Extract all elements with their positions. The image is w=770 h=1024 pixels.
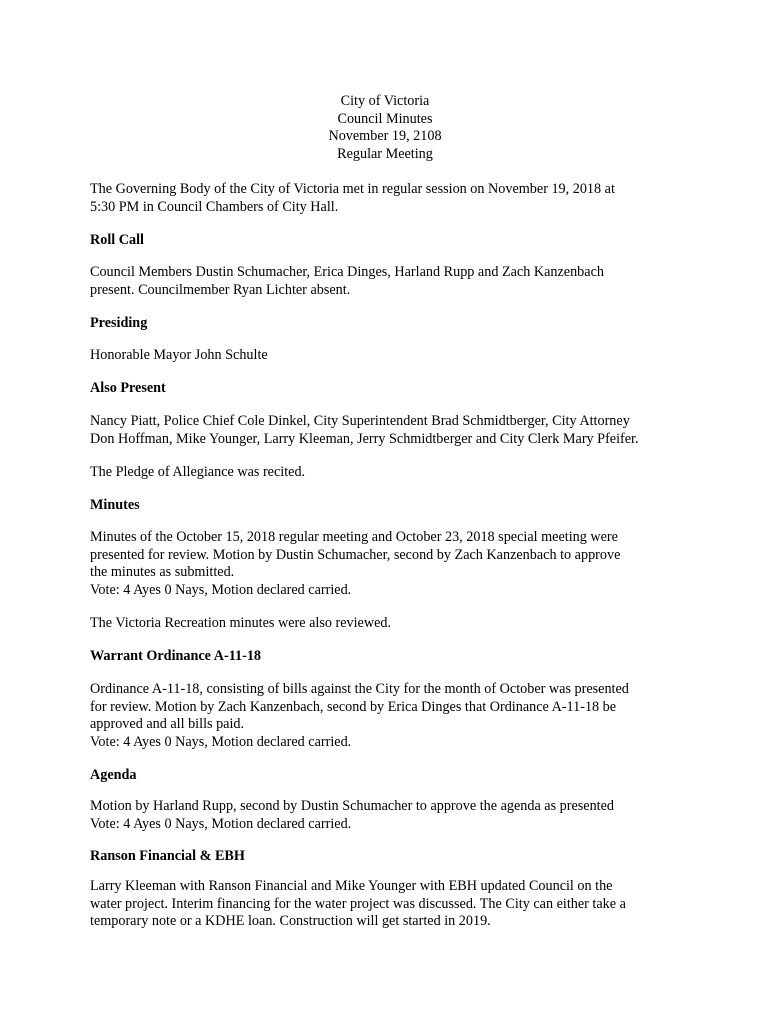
- also-present-line: Nancy Piatt, Police Chief Cole Dinkel, City Superintendent Brad Schmidtberger, City Attorney: [90, 413, 630, 429]
- minutes-line: presented for review. Motion by Dustin Schumacher, second by Zach Kanzenbach to approve: [90, 546, 621, 563]
- intro-paragraph: [90, 181, 690, 216]
- minutes-line: the minutes as submitted.: [90, 564, 235, 580]
- vote-line: Vote: 4 Ayes 0 Nays, Motion declared carried.: [90, 815, 352, 832]
- ranson-heading: Ranson Financial & EBH: [90, 848, 245, 864]
- agenda-heading: Agenda: [90, 767, 137, 783]
- warrant-line: Ordinance A-11-18, consisting of bills against the City for the month of October was presented: [90, 681, 629, 697]
- vote-line: Vote: 4 Ayes 0 Nays, Motion declared carried.: [90, 581, 352, 598]
- agenda-line: Motion by Harland Rupp, second by Dustin Schumacher to approve the agenda as presented: [90, 798, 615, 814]
- document-header: [0, 93, 770, 163]
- roll-call-heading: Roll Call: [90, 232, 144, 248]
- pledge-line: The Pledge of Allegiance was recited.: [90, 464, 306, 480]
- ranson-line: Larry Kleeman with Ranson Financial and Mike Younger with EBH updated Council on the: [90, 878, 613, 894]
- warrant-heading: Warrant Ordinance A-11-18: [90, 648, 262, 664]
- minutes-line: Minutes of the October 15, 2018 regular meeting and October 23, 2018 special meeting were: [90, 529, 618, 545]
- presiding-paragraph: [90, 347, 690, 365]
- recreation-line: The Victoria Recreation minutes were also reviewed.: [90, 615, 392, 631]
- intro-line: 5:30 PM in Council Chambers of City Hall.: [90, 198, 339, 215]
- document-title: Council Minutes: [337, 110, 433, 127]
- minutes-paragraph: [90, 529, 690, 599]
- meeting-type: Regular Meeting: [337, 145, 433, 162]
- pledge-paragraph: [90, 464, 690, 482]
- meeting-date: November 19, 2108: [328, 128, 442, 144]
- intro-line: The Governing Body of the City of Victoria met in regular session on November 19, 2018 at: [90, 181, 615, 197]
- ranson-paragraph: [90, 878, 690, 931]
- presiding-heading: Presiding: [90, 315, 148, 331]
- roll-call-paragraph: [90, 264, 690, 299]
- also-present-line: Don Hoffman, Mike Younger, Larry Kleeman, Jerry Schmidtberger and City Clerk Mary Pfeifer.: [90, 430, 639, 447]
- vote-line: Vote: 4 Ayes 0 Nays, Motion declared carried.: [90, 733, 352, 750]
- warrant-paragraph: [90, 681, 690, 751]
- also-present-paragraph: [90, 413, 690, 448]
- presiding-line: Honorable Mayor John Schulte: [90, 347, 268, 363]
- warrant-line: for review. Motion by Zach Kanzenbach, second by Erica Dinges that Ordinance A-11-18 be: [90, 698, 617, 715]
- roll-call-line: present. Councilmember Ryan Lichter absent.: [90, 281, 351, 298]
- also-present-heading: Also Present: [90, 380, 166, 396]
- warrant-line: approved and all bills paid.: [90, 716, 245, 732]
- recreation-paragraph: [90, 615, 690, 633]
- ranson-line: water project. Interim financing for the water project was discussed. The City can either take a: [90, 895, 626, 912]
- city-name: City of Victoria: [340, 93, 430, 109]
- ranson-line: temporary note or a KDHE loan. Construction will get started in 2019.: [90, 913, 491, 929]
- agenda-paragraph: [90, 798, 690, 833]
- roll-call-line: Council Members Dustin Schumacher, Erica Dinges, Harland Rupp and Zach Kanzenbach: [90, 264, 604, 280]
- minutes-heading: Minutes: [90, 497, 140, 513]
